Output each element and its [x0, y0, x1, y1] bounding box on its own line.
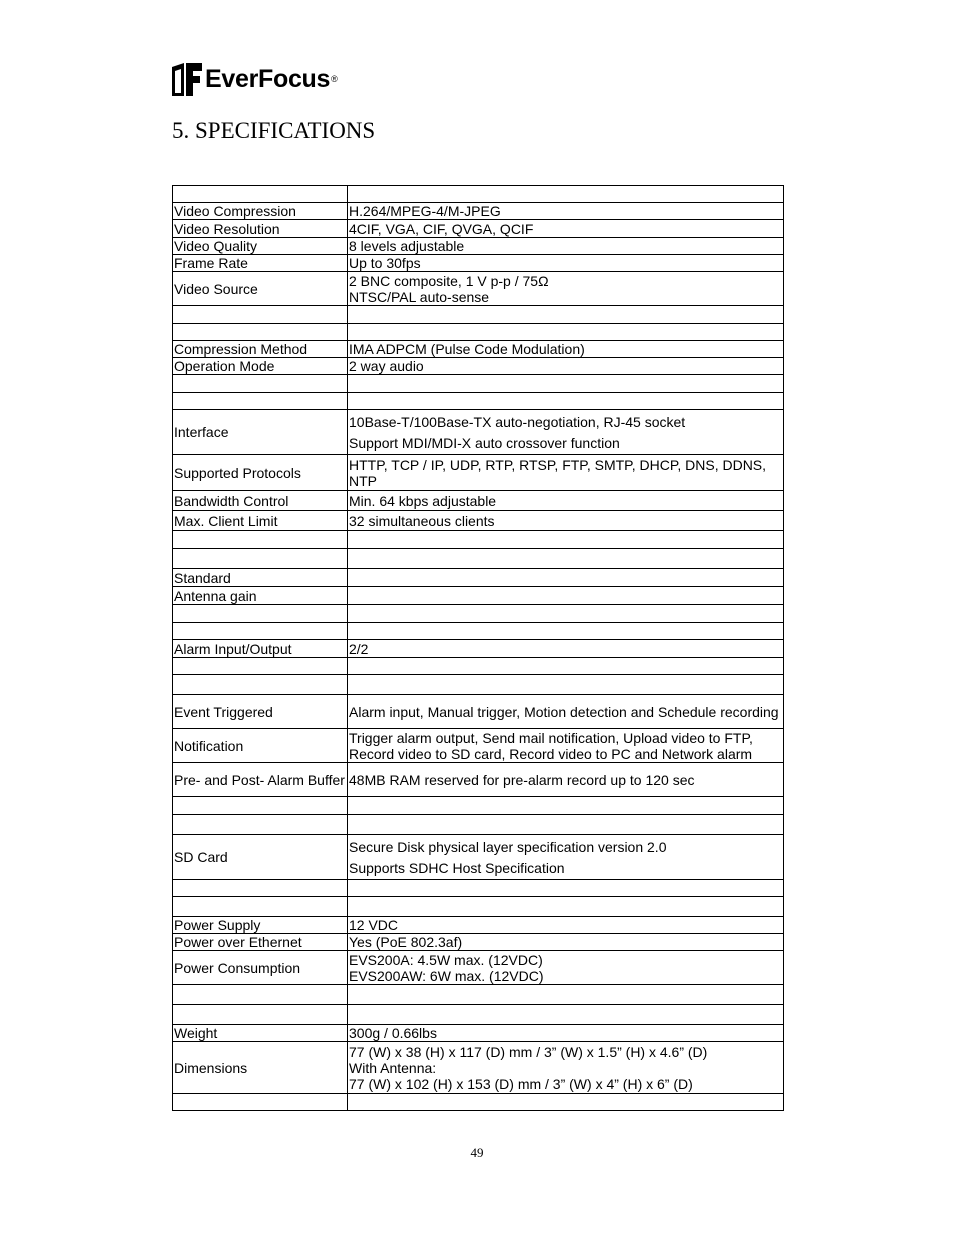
spec-label: Antenna gain: [173, 587, 348, 605]
spec-label: Notification: [173, 729, 348, 763]
table-row: [173, 951, 784, 985]
spec-label: Alarm Input/Output: [173, 640, 348, 658]
spec-value: 12 VDC: [348, 917, 784, 934]
spec-value-line: 77 (W) x 102 (H) x 153 (D) mm / 3” (W) x 4” (H) x 6” (D): [349, 1075, 693, 1092]
page-title: 5. SPECIFICATIONS: [172, 118, 376, 143]
spec-value: Alarm input, Manual trigger, Motion detection and Schedule recording: [348, 695, 784, 729]
spec-value: [348, 375, 784, 393]
spec-value-line: 77 (W) x 38 (H) x 117 (D) mm / 3” (W) x 1.5” (H) x 4.6” (D): [349, 1043, 708, 1060]
spec-value-line: EVS200A: 4.5W max. (12VDC): [349, 951, 543, 968]
spec-value: 4CIF, VGA, CIF, QVGA, QCIF: [348, 220, 784, 238]
table-row: [173, 341, 784, 358]
spec-value-line: NTSC/PAL auto-sense: [349, 288, 490, 305]
table-row: [173, 324, 784, 341]
spec-value: [348, 1094, 784, 1111]
spec-value-line: 10Base-T/100Base-TX auto-negotiation, RJ-45 socket: [349, 413, 686, 430]
spec-label: [173, 1094, 348, 1111]
spec-label: [173, 306, 348, 324]
table-row: [173, 358, 784, 375]
spec-label: [173, 393, 348, 410]
spec-value: [348, 569, 784, 587]
spec-label: Power over Ethernet: [173, 934, 348, 951]
spec-label: Video Resolution: [173, 220, 348, 238]
table-row: [173, 605, 784, 623]
table-row: [173, 511, 784, 531]
spec-label: [173, 797, 348, 815]
spec-value: [348, 324, 784, 341]
spec-label: [173, 1005, 348, 1025]
spec-value: [348, 897, 784, 917]
table-row: [173, 531, 784, 549]
table-row: [173, 640, 784, 658]
spec-label: Interface: [173, 410, 348, 455]
spec-value-line: Support MDI/MDI-X auto crossover function: [349, 434, 620, 451]
spec-value: [348, 675, 784, 695]
spec-label: [173, 815, 348, 835]
spec-label: Video Quality: [173, 238, 348, 255]
spec-value: [348, 835, 784, 880]
table-row: [173, 763, 784, 797]
table-row: [173, 491, 784, 511]
spec-label: [173, 605, 348, 623]
table-row: [173, 375, 784, 393]
spec-value: [348, 1005, 784, 1025]
table-row: [173, 729, 784, 763]
spec-value: [348, 605, 784, 623]
spec-value-line: Supports SDHC Host Specification: [349, 859, 565, 876]
spec-label: Power Consumption: [173, 951, 348, 985]
table-row: [173, 393, 784, 410]
spec-value: Up to 30fps: [348, 255, 784, 272]
table-row: [173, 569, 784, 587]
spec-value: H.264/MPEG-4/M-JPEG: [348, 203, 784, 220]
spec-label: [173, 880, 348, 897]
spec-value: Yes (PoE 802.3af): [348, 934, 784, 951]
spec-label: [173, 375, 348, 393]
table-row: [173, 186, 784, 203]
spec-label: Pre- and Post- Alarm Buffer: [173, 763, 348, 797]
table-row: [173, 272, 784, 306]
spec-value-line: Secure Disk physical layer specification version 2.0: [349, 838, 667, 855]
spec-label: Supported Protocols: [173, 455, 348, 491]
page-number: 49: [470, 1145, 484, 1160]
spec-value: IMA ADPCM (Pulse Code Modulation): [348, 341, 784, 358]
logo-text: EverFocus: [205, 64, 331, 93]
registered-mark: ®: [331, 74, 338, 84]
spec-value-line: 2 BNC composite, 1 V p-p / 75Ω: [349, 272, 549, 289]
spec-label: [173, 324, 348, 341]
spec-value: [348, 306, 784, 324]
table-row: [173, 695, 784, 729]
table-row: [173, 203, 784, 220]
spec-value: 2/2: [348, 640, 784, 658]
spec-value: [348, 880, 784, 897]
table-row: [173, 255, 784, 272]
spec-value: [348, 1042, 784, 1094]
spec-value: 8 levels adjustable: [348, 238, 784, 255]
table-row: [173, 985, 784, 1005]
table-row: [173, 934, 784, 951]
everfocus-logo-icon: [172, 63, 202, 96]
table-row: [173, 880, 784, 897]
spec-value: [348, 985, 784, 1005]
spec-value: Trigger alarm output, Send mail notification, Upload video to FTP, Record video to SD card, Record video to PC and Network alarm: [348, 729, 784, 763]
table-row: [173, 917, 784, 934]
spec-label: [173, 549, 348, 569]
spec-label: Video Compression: [173, 203, 348, 220]
spec-value: Min. 64 kbps adjustable: [348, 491, 784, 511]
table-row: [173, 455, 784, 491]
table-row: [173, 797, 784, 815]
spec-value: [348, 272, 784, 306]
spec-label: Power Supply: [173, 917, 348, 934]
spec-value: [348, 587, 784, 605]
spec-label: Standard: [173, 569, 348, 587]
spec-value-line: With Antenna:: [349, 1059, 437, 1076]
table-row: [173, 587, 784, 605]
spec-label: Compression Method: [173, 341, 348, 358]
spec-label: Event Triggered: [173, 695, 348, 729]
spec-label: [173, 186, 348, 203]
spec-value: [348, 531, 784, 549]
table-row: [173, 1005, 784, 1025]
table-row: [173, 1025, 784, 1042]
spec-label: [173, 675, 348, 695]
spec-value: [348, 658, 784, 675]
table-row: [173, 1094, 784, 1111]
table-row: [173, 658, 784, 675]
spec-value: [348, 393, 784, 410]
spec-value: [348, 186, 784, 203]
table-row: [173, 220, 784, 238]
spec-value: 2 way audio: [348, 358, 784, 375]
spec-value: 300g / 0.66lbs: [348, 1025, 784, 1042]
spec-label: Max. Client Limit: [173, 511, 348, 531]
table-row: [173, 1042, 784, 1094]
spec-label: SD Card: [173, 835, 348, 880]
table-row: [173, 549, 784, 569]
spec-label: Dimensions: [173, 1042, 348, 1094]
table-row: [173, 835, 784, 880]
spec-value-line: EVS200AW: 6W max. (12VDC): [349, 967, 544, 984]
table-row: [173, 897, 784, 917]
spec-value: [348, 410, 784, 455]
spec-value: [348, 815, 784, 835]
table-row: [173, 410, 784, 455]
spec-label: Frame Rate: [173, 255, 348, 272]
table-row: [173, 306, 784, 324]
spec-label: Operation Mode: [173, 358, 348, 375]
spec-label: Weight: [173, 1025, 348, 1042]
spec-label: [173, 531, 348, 549]
spec-value: [348, 549, 784, 569]
table-row: [173, 623, 784, 640]
everfocus-logo: [172, 62, 338, 96]
spec-label: [173, 658, 348, 675]
spec-value: [348, 951, 784, 985]
spec-label: [173, 623, 348, 640]
spec-label: [173, 897, 348, 917]
table-row: [173, 238, 784, 255]
spec-value: [348, 797, 784, 815]
spec-label: [173, 985, 348, 1005]
spec-label: Bandwidth Control: [173, 491, 348, 511]
spec-value: 48MB RAM reserved for pre-alarm record up to 120 sec: [348, 763, 784, 797]
spec-label: Video Source: [173, 272, 348, 306]
spec-value: [348, 623, 784, 640]
table-row: [173, 815, 784, 835]
spec-value: HTTP, TCP / IP, UDP, RTP, RTSP, FTP, SMTP, DHCP, DNS, DDNS, NTP: [348, 455, 784, 491]
table-row: [173, 675, 784, 695]
specifications-table: [172, 185, 784, 1111]
spec-value: 32 simultaneous clients: [348, 511, 784, 531]
